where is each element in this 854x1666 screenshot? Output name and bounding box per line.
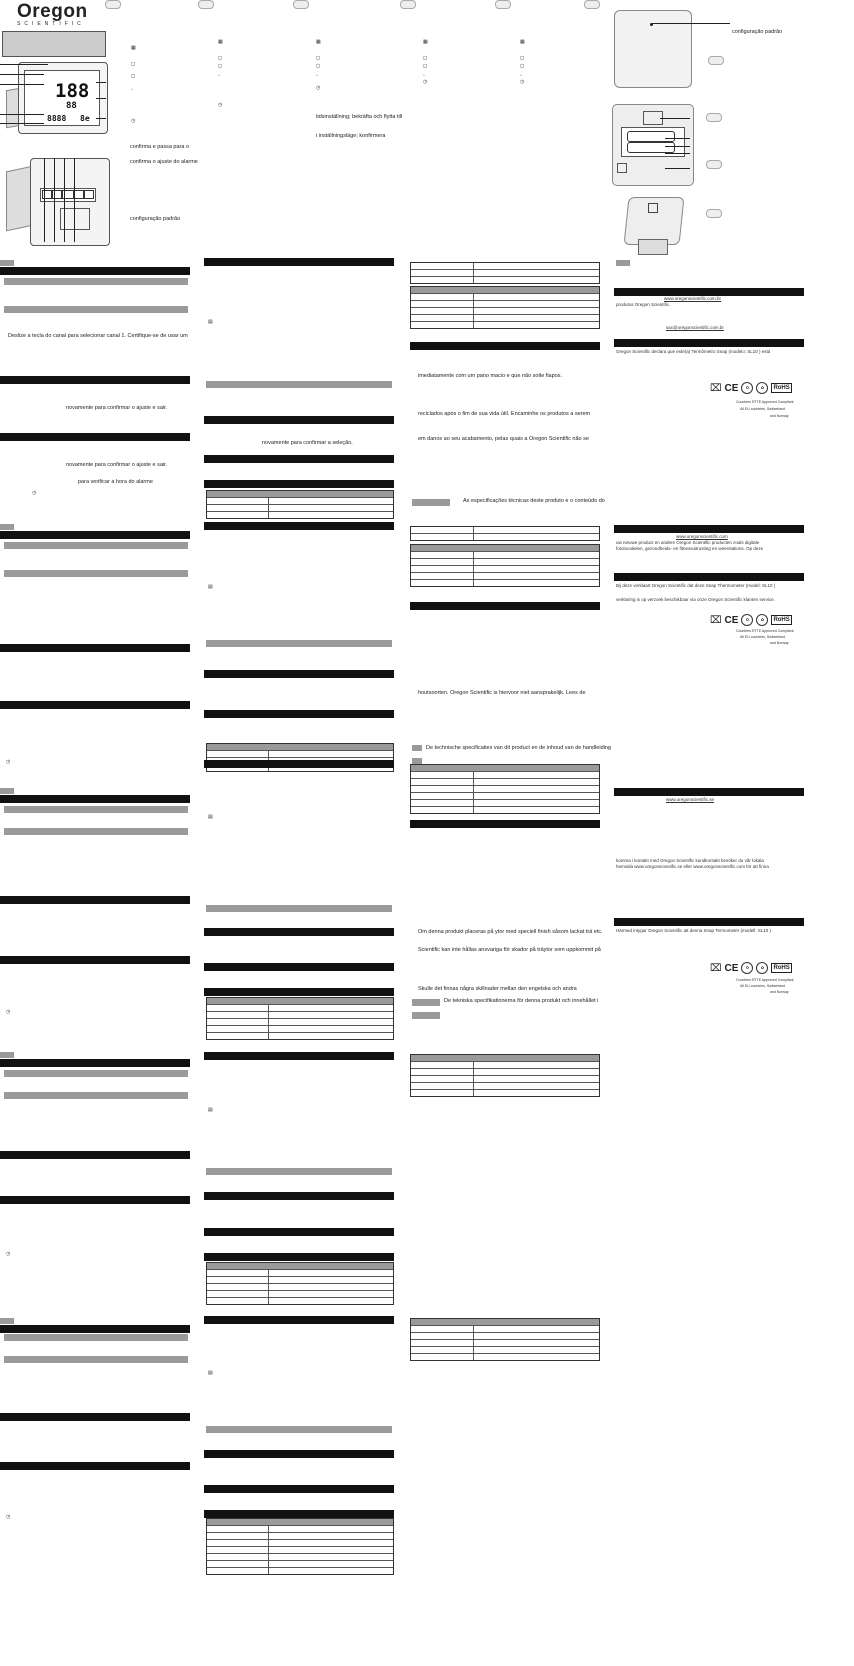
cert-countries: All EU countries, Switzerland (740, 635, 785, 639)
icon-clock-6: ◷ (6, 1514, 11, 1520)
sv-line-2: hemsida www.oregonscientific.se eller www.oregonscientific.com för att finna (616, 864, 769, 869)
spec-table (410, 544, 600, 587)
section-bar (204, 963, 394, 971)
para-specs-nl: De technische specificaties van dit product en de inhoud van de handleiding (426, 745, 611, 751)
section-bar (204, 480, 394, 488)
icon-bullet-3: ▫ (131, 87, 133, 93)
section-bar (614, 573, 804, 581)
brand-name: Oregon (17, 1, 88, 22)
label-confirm-2: confirma o ajuste do alarme (130, 159, 198, 165)
callout-line (665, 168, 690, 169)
icon-bullet: ◻ (218, 55, 223, 61)
para-recycle: reciclados após o fim de sua vida útil. Encaminhe os produtos a serem (418, 411, 591, 417)
page-marker (706, 160, 722, 169)
cert-logos-sv (710, 962, 792, 974)
para-verify-alarm: para verificar a hora do alarme (78, 479, 153, 485)
icon-bullet: ◻ (423, 55, 428, 61)
brand-logo (17, 2, 97, 28)
section-bar (410, 342, 600, 350)
para-nl-store: houtsoorten. Oregon Scientific is hiervoor niet aansprakelijk. Lees de (418, 690, 586, 696)
section-bar (0, 896, 190, 904)
section-bar (204, 1485, 394, 1493)
section-bar (204, 1510, 394, 1518)
section-bar (204, 928, 394, 936)
section-tag (0, 1318, 14, 1324)
icon-clock-1: ◷ (131, 118, 136, 124)
section-bar (0, 956, 190, 964)
para-damage: em danos ao seu acabamento, pelas quais a Oregon Scientific não se (418, 436, 589, 442)
icon-bullet: ◻ (423, 63, 428, 69)
para-sv-diff: Skulle det finnas några skillnader mellan den engelska och andra (418, 986, 577, 992)
device-back-illustration (0, 156, 112, 248)
icon-bullet: ▫ (218, 73, 220, 79)
para-confirm-exit: novamente para confirmar o ajuste e sair. (66, 405, 168, 411)
subsection-bar (206, 1426, 392, 1433)
pt-site-link[interactable]: www.oregonscientific.com.br (664, 296, 722, 301)
subsection-bar (206, 1168, 392, 1175)
note-tag (412, 999, 440, 1006)
page-marker (198, 0, 214, 9)
callout-line (665, 146, 690, 147)
section-bar (204, 988, 394, 996)
section-bar (204, 670, 394, 678)
nl-service: verklaring is op verzoek beschikbaar via onze Oregon Scientific klanten service. (616, 597, 775, 602)
section-bar (204, 522, 394, 530)
icon-note: ▤ (208, 814, 213, 820)
spec-table (206, 1518, 394, 1575)
spec-table (410, 286, 600, 329)
page-marker (706, 209, 722, 218)
section-tag (0, 524, 14, 530)
label-confirm-1: confirma e passa para o (130, 144, 190, 150)
weee-icon: ⌧ (710, 614, 722, 626)
section-bar (614, 788, 804, 796)
subsection-bar (4, 806, 188, 813)
para-time-2: i inställningsläge; konfirmera (316, 133, 386, 139)
spec-table (410, 526, 600, 541)
cert-countries: Countries RTTE Approved Compliant (736, 978, 794, 982)
section-bar (0, 1151, 190, 1159)
subsection-bar (4, 278, 188, 285)
recycle-icon: ♻ (741, 962, 753, 974)
subsection-bar (4, 306, 188, 313)
section-bar (614, 918, 804, 926)
section-bar (204, 1228, 394, 1236)
cert-countries: and Norway (770, 414, 789, 418)
rohs-badge: RoHS (773, 965, 790, 971)
page-marker (708, 56, 724, 65)
icon-key-glyph: ▦ (218, 39, 223, 45)
lcd-unit: 8e (80, 114, 90, 123)
icon-note: ▤ (208, 319, 213, 325)
section-bar (0, 1462, 190, 1470)
callout-line (665, 138, 690, 139)
icon-clock-3: ◷ (6, 759, 11, 765)
note-tag (412, 499, 450, 506)
section-bar (0, 531, 190, 539)
section-bar (410, 820, 600, 828)
cert-countries: All EU countries, Switzerland (740, 407, 785, 411)
para-sv-surface: Om denna produkt placeras på ytor med speciell finish såsom lackat trä etc. (418, 929, 603, 935)
note-tag (412, 745, 422, 751)
icon-bullet: ◻ (218, 63, 223, 69)
ce-mark: CE (724, 962, 739, 974)
section-bar (204, 455, 394, 463)
nl-line-2: fotolocatielen, gezondheids- en fitnessuitrusting en weerstations. Op deze (616, 546, 764, 551)
cert-logos-nl (710, 614, 792, 626)
subsection-bar (4, 570, 188, 577)
spec-table (206, 1262, 394, 1305)
page-marker (400, 0, 416, 9)
section-bar (204, 1450, 394, 1458)
page-marker (495, 0, 511, 9)
weee-icon: ⌧ (710, 382, 722, 394)
subsection-bar (4, 1356, 188, 1363)
subsection-bar (4, 542, 188, 549)
sv-site-link[interactable]: www.oregonscientific.se (666, 797, 715, 802)
spec-table (206, 490, 394, 519)
rohs-badge: RoHS (773, 617, 790, 623)
cert-countries: Countries RTTE Approved Compliant (736, 400, 794, 404)
section-tag (0, 1052, 14, 1058)
icon-key-glyph: ▦ (131, 45, 136, 51)
lcd-row: 8888 (47, 114, 67, 123)
weee-icon: ⌧ (710, 962, 722, 974)
sensor-front-illustration (614, 10, 692, 88)
para-channel: Deslize a tecla do canal para selecionar canal 1. Certifique-se de usar um (8, 333, 188, 339)
section-bar (0, 1325, 190, 1333)
icon-key-glyph: ▦ (423, 39, 428, 45)
section-bar (0, 701, 190, 709)
section-tag (616, 260, 630, 266)
subsection-bar (4, 1070, 188, 1077)
icon-clock: ◷ (218, 102, 223, 108)
para-time-1: tidsinställning; bekräfta och flytta till (316, 114, 403, 120)
cert-logos-pt (710, 382, 792, 394)
nl-declaration: Bij deze verklaart Oregon Scientific dat deze Snap Thermometer (model: SL10 ) (616, 583, 776, 588)
section-bar (0, 795, 190, 803)
subsection-bar (206, 905, 392, 912)
icon-clock: ◷ (316, 85, 321, 91)
sv-line-1: komma i kontakt med Oregon Scientific kundkontakt besöker du vår lokala (616, 858, 764, 863)
section-bar (204, 710, 394, 718)
subsection-bar (4, 1334, 188, 1341)
para-confirm-exit-2: novamente para confirmar o ajuste e sair. (66, 462, 168, 468)
section-bar (0, 433, 190, 441)
section-tag (0, 260, 14, 266)
icon-bullet: ◻ (316, 63, 321, 69)
para-sv-damage: Scientific kan inte hållas ansvariga för skador på träytor som uppkommit på (418, 947, 601, 953)
lcd-main: 188 (55, 80, 90, 102)
icon-bullet: ▫ (423, 73, 425, 79)
cert-countries: All EU countries, Switzerland (740, 984, 785, 988)
recycle-icon: ♻ (741, 614, 753, 626)
icon-bullet: ◻ (316, 55, 321, 61)
para-specs-pt: As especificações técnicas deste produto e o conteúdo do (463, 498, 605, 504)
section-bar (204, 258, 394, 266)
subsection-bar (4, 1092, 188, 1099)
icon-note: ▤ (208, 1370, 213, 1376)
callout-lines (0, 60, 130, 140)
spec-table (410, 262, 600, 284)
note-tag (412, 1012, 440, 1019)
section-bar (0, 644, 190, 652)
title-box (2, 31, 106, 57)
cert-countries: and Norway (770, 641, 789, 645)
icon-bullet: ▫ (520, 73, 522, 79)
icon-note: ▤ (208, 584, 213, 590)
icon-clock: ◷ (423, 79, 428, 85)
ce-mark: CE (724, 614, 739, 626)
section-bar (614, 339, 804, 347)
section-tag (0, 788, 14, 794)
leaf-icon: ✿ (756, 382, 768, 394)
icon-clock-2: ◷ (32, 490, 37, 496)
section-bar (0, 1196, 190, 1204)
pt-email-link[interactable]: sac@oregonscientific.com.br (666, 325, 724, 330)
page-marker (584, 0, 600, 9)
brand-sub: SCIENTIFIC (17, 21, 85, 27)
nl-site-link[interactable]: www.oregonscientific.com (676, 534, 728, 539)
icon-clock: ◷ (520, 79, 525, 85)
icon-bullet: ▫ (316, 73, 318, 79)
pt-declaration: Oregon Scientific declara que este(a) Termômetro Snap (modelo: SL10 ) está (616, 349, 771, 354)
section-bar (204, 1052, 394, 1060)
cert-countries: Countries RTTE Approved Compliant (736, 629, 794, 633)
icon-bullet: ◻ (520, 63, 525, 69)
para-clean: imediatamente com um pano macio e que não solte fiapos. (418, 373, 562, 379)
pt-products: produtos Oregon Scientific. (616, 302, 671, 307)
sensor-stand-illustration (622, 193, 686, 257)
icon-key-glyph: ▦ (520, 39, 525, 45)
subsection-bar (206, 381, 392, 388)
lcd-small: 88 (66, 101, 77, 111)
section-bar (204, 1192, 394, 1200)
section-bar (0, 267, 190, 275)
icon-bullet-2: ◻ (131, 73, 136, 79)
icon-key-glyph: ▦ (316, 39, 321, 45)
icon-bullet: ◻ (520, 55, 525, 61)
section-bar (614, 288, 804, 296)
cert-countries: and Norway (770, 990, 789, 994)
section-bar (410, 602, 600, 610)
page-marker (105, 0, 121, 9)
subsection-bar (4, 828, 188, 835)
ce-mark: CE (724, 382, 739, 394)
callout-line (652, 23, 730, 24)
spec-table (410, 1054, 600, 1097)
icon-note: ▤ (208, 1107, 213, 1113)
callout-line (660, 118, 690, 119)
section-bar (0, 1059, 190, 1067)
page-marker (293, 0, 309, 9)
section-bar (204, 1253, 394, 1261)
sv-declaration: Härmed intygar Oregon Scientific att denna Snap Termometer (modell: SL10 ) (616, 928, 771, 933)
section-bar (204, 416, 394, 424)
para-specs-sv: De tekniska specifikationerna för denna produkt och innehållet i (444, 998, 599, 1004)
leaf-icon: ✿ (756, 614, 768, 626)
recycle-icon: ♻ (741, 382, 753, 394)
section-bar (0, 1413, 190, 1421)
spec-table (206, 997, 394, 1040)
label-default-2: configuração padrão (732, 29, 783, 35)
label-default-1: configuração padrão (130, 216, 181, 222)
nl-line-1: uw nieuwe product en andere Oregon Scientific producten zoals digitale (616, 540, 760, 545)
section-bar (204, 760, 394, 768)
leaf-icon: ✿ (756, 962, 768, 974)
page-marker (706, 113, 722, 122)
icon-bullet-1: ◻ (131, 61, 136, 67)
icon-clock-5: ◷ (6, 1251, 11, 1257)
section-bar (614, 525, 804, 533)
para-selection: novamente para confirmar a seleção. (262, 440, 353, 446)
spec-table (410, 1318, 600, 1361)
spec-table (410, 764, 600, 814)
rohs-badge: RoHS (773, 385, 790, 391)
section-bar (0, 376, 190, 384)
sensor-back-illustration (612, 104, 694, 186)
callout-line (665, 153, 690, 154)
icon-clock-4: ◷ (6, 1009, 11, 1015)
subsection-bar (206, 640, 392, 647)
section-bar (204, 1316, 394, 1324)
